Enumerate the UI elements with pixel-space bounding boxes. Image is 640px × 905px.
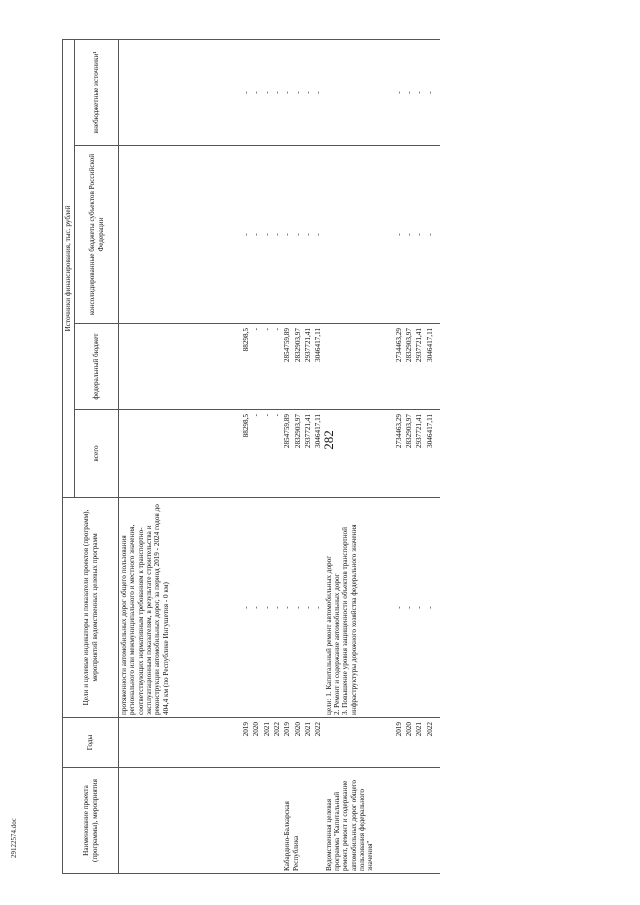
financing-table <box>62 39 440 874</box>
header-total: всего <box>75 410 119 498</box>
section-name <box>119 768 242 874</box>
section-name: Кабардино-Балкарская Республика <box>282 768 323 874</box>
section-name: Ведомственная целевая программа "Капитальный ремонт, ремонт и содержание автомобильных дорог общего пользования федерального значения" <box>324 768 435 874</box>
table-row: 2021 - 2937721,41 2937721,41 - - <box>414 39 424 873</box>
header-years: Годы <box>63 718 119 768</box>
table-row: 2022 - 3046417,11 3046417,11 - - <box>425 39 435 873</box>
table-row: 2020 - 2832903,97 2832903,97 - - <box>404 39 414 873</box>
goal-text: цели: 1. Капитальный ремонт автомобильных дорог 2. Ремонт и содержание автомобильных дорог 3. Повышение уровня защищенности объектов транспортной инфраструктуры дорожного хозяйства федерального значения <box>324 498 394 718</box>
header-goals: Цели и целевые индикаторы и показатели проектов (программ), мероприятий ведомственных целевых программ <box>63 498 119 718</box>
header-federal: федеральный бюджет <box>75 324 119 410</box>
table-row: Кабардино-Балкарская Республика 2019 - 2854759,89 2854759,89 - - <box>282 39 292 873</box>
document-code: 29122574.doc <box>10 818 18 858</box>
table-row: 2021 - 2937721,41 2937721,41 - - <box>303 39 313 873</box>
goal-text: протяженности автомобильных дорог общего пользования регионального или межмуниципального и местного значения, соответствующих нормативным требованиям к транспортно-эксплуатационным показателям, в результате строительства и реконструкции автомобильных дорог, за период 2019 - 2024 годов до 404,4 км (по Республике Ингушетия - 0 км) <box>119 498 242 718</box>
table-row: 2019 - 2734463,29 2734463,29 - - <box>394 39 404 873</box>
table-row: 2021 - - - - - <box>262 39 272 873</box>
header-regional: консолидированные бюджеты субъектов Российской Федерации <box>75 146 119 324</box>
header-sources: Источники финансирования, тыс. рублей <box>63 39 75 497</box>
table-row: 2022 - - - - - <box>272 39 282 873</box>
page-number: 282 <box>321 430 336 450</box>
header-extra: внебюджетные источники¹ <box>75 39 119 145</box>
table-row: 2022 - 3046417,11 3046417,11 - - <box>313 39 323 873</box>
table-row: 2020 - - - - - <box>251 39 261 873</box>
table-row: 2020 - 2832903,97 2832903,97 - - <box>293 39 303 873</box>
table-row: 2019 - 88298,5 88298,5 - - <box>241 39 251 873</box>
rotated-table-container <box>62 40 609 874</box>
header-project: Наименование проекта (программы), мероприятия <box>63 768 119 874</box>
